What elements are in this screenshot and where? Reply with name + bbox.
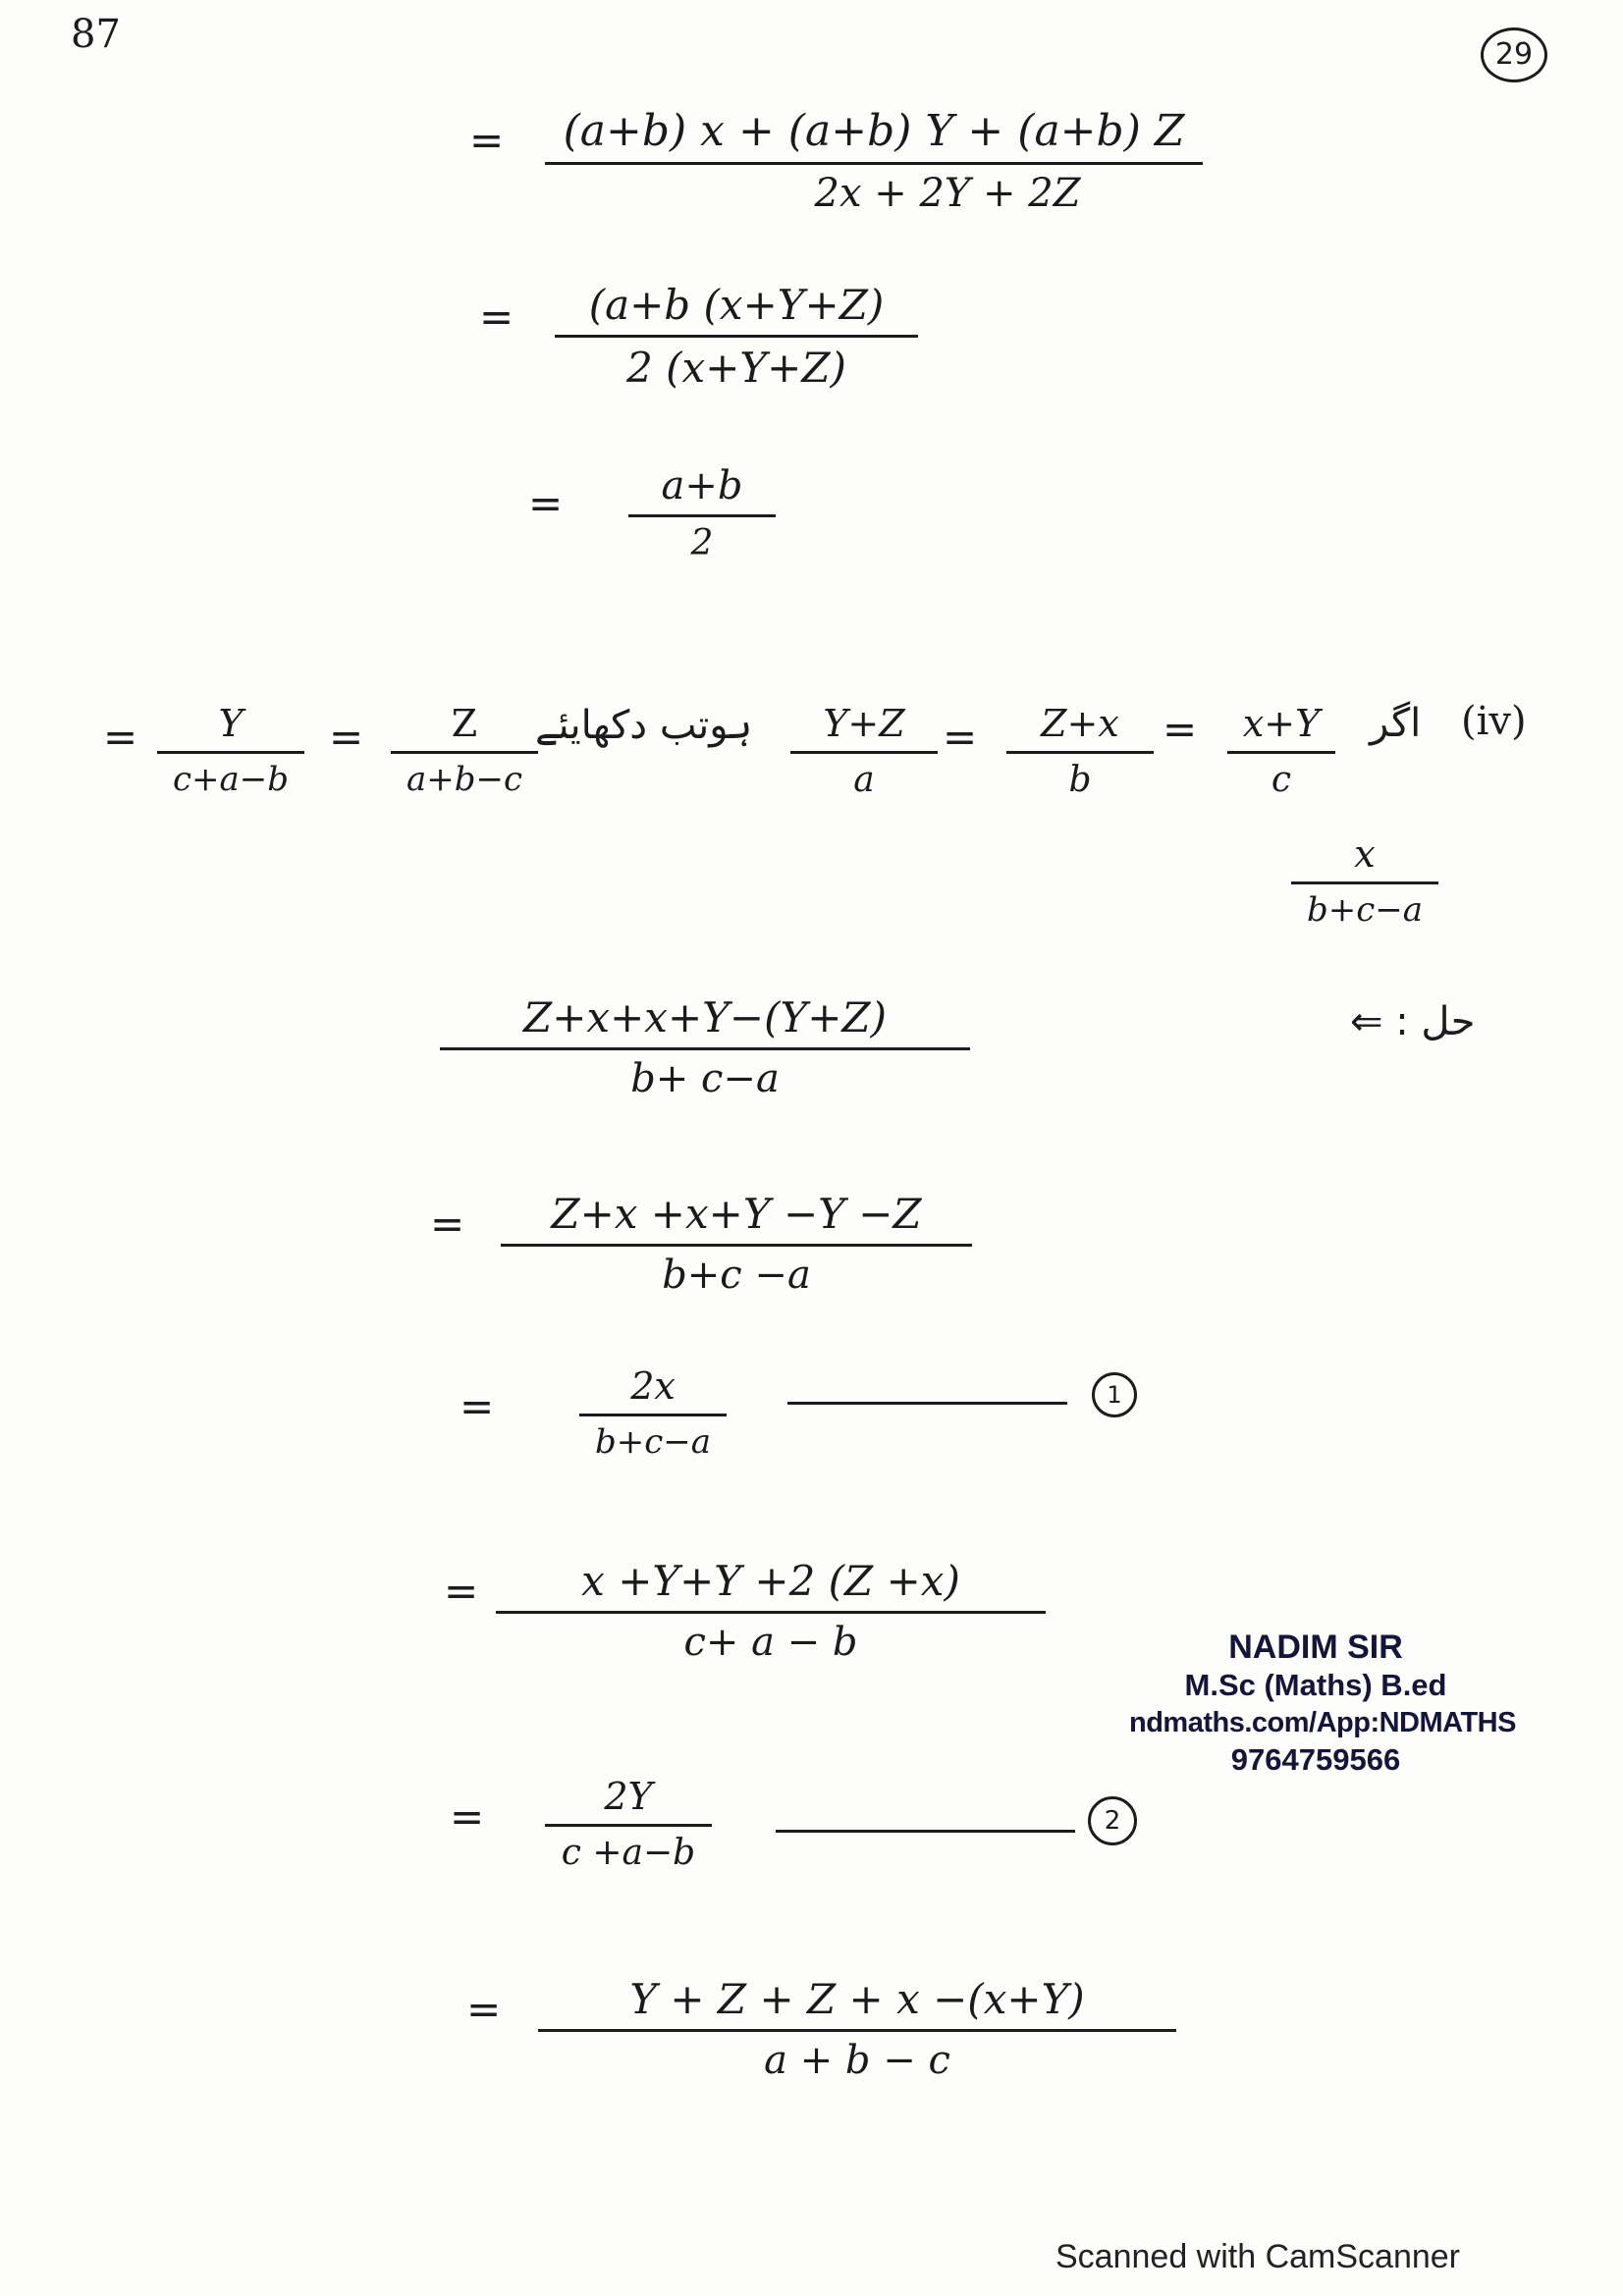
stamp-degree: M.Sc (Maths) B.ed	[1184, 1668, 1447, 1702]
solution-step5	[545, 1775, 712, 1873]
fraction-bar	[790, 751, 938, 754]
page-number-right-text: 29	[1494, 37, 1534, 72]
block1-fraction2-num: (a+b (x+Y+Z)	[588, 281, 885, 329]
block1-fraction2	[555, 281, 918, 392]
problem-f6-den: b+c−a	[1306, 890, 1424, 930]
stamp-website: ndmaths.com/App:NDMATHS	[1129, 1707, 1516, 1738]
fraction-bar	[496, 1611, 1046, 1614]
fraction-bar	[1227, 751, 1335, 754]
fraction-bar	[391, 751, 538, 754]
block1-fraction3	[628, 463, 776, 563]
fraction-bar	[440, 1047, 970, 1050]
block1-eq1: =	[469, 116, 505, 164]
fraction-bar	[538, 2029, 1176, 2032]
solution-step2	[501, 1190, 972, 1298]
fraction-bar	[157, 751, 304, 754]
author-stamp	[1129, 1628, 1516, 1779]
problem-f4-den: a+b−c	[406, 760, 523, 799]
block1-eq2: =	[479, 293, 514, 341]
problem-f1-num: x+Y	[1242, 702, 1321, 745]
problem-eq2: =	[943, 713, 978, 761]
fraction-bar	[555, 335, 918, 338]
solution-label-text: حل :	[1395, 999, 1476, 1044]
problem-f4-num: Z	[451, 702, 478, 745]
fraction-bar	[1006, 751, 1154, 754]
problem-eq4: =	[103, 713, 138, 761]
problem-f5-den: c+a−b	[172, 760, 290, 799]
problem-label: (iv)	[1461, 699, 1527, 744]
problem-f3-num: Y+Z	[823, 702, 905, 745]
problem-f5	[157, 702, 304, 799]
solution-label	[1350, 999, 1475, 1044]
solution-step5-tag	[1088, 1796, 1137, 1845]
solution-step1-num: Z+x+x+Y−(Y+Z)	[523, 993, 887, 1041]
problem-f2	[1006, 702, 1154, 800]
fraction-bar	[545, 1824, 712, 1827]
problem-eq1: =	[1163, 705, 1198, 753]
solution-step4-den: c+ a − b	[683, 1620, 858, 1665]
problem-f5-num: Y	[218, 702, 243, 745]
solution-step6-den: a + b − c	[764, 2038, 950, 2083]
solution-step1	[440, 993, 970, 1101]
problem-f1-den: c	[1271, 760, 1292, 800]
problem-prove-text: ہوتب دکھایئے	[535, 703, 753, 748]
problem-eq3: =	[329, 713, 364, 761]
fraction-bar	[628, 514, 776, 517]
problem-f4	[391, 702, 538, 799]
solution-step6-eq: =	[466, 1985, 502, 2033]
solution-step2-eq: =	[430, 1200, 465, 1248]
solution-step5-num: 2Y	[604, 1775, 653, 1818]
solution-step5-tag-text: 2	[1104, 1806, 1121, 1836]
arrow-icon: ⇐	[1350, 999, 1383, 1044]
solution-step3-tag-text: 1	[1107, 1381, 1122, 1409]
fraction-bar	[501, 1244, 972, 1247]
solution-step3-eq: =	[460, 1382, 495, 1430]
solution-step6	[538, 1975, 1176, 2083]
solution-step4	[496, 1557, 1046, 1665]
solution-step5-rule	[776, 1830, 1075, 1833]
page-number-right	[1481, 27, 1547, 82]
block1-fraction1-den: 2x + 2Y + 2Z	[814, 171, 1081, 216]
block1-fraction3-den: 2	[690, 523, 714, 563]
fraction-bar	[1291, 881, 1438, 884]
solution-step5-eq: =	[450, 1792, 485, 1841]
solution-step3-rule	[787, 1402, 1067, 1405]
block1-fraction1-num: (a+b) x + (a+b) Y + (a+b) Z	[563, 106, 1185, 156]
block1-fraction1	[545, 106, 1203, 216]
stamp-phone: 9764759566	[1230, 1742, 1401, 1777]
solution-step3-den: b+c−a	[594, 1422, 712, 1462]
solution-step1-den: b+ c−a	[630, 1056, 780, 1101]
solution-step3-num: 2x	[630, 1364, 676, 1408]
fraction-bar	[545, 162, 1203, 165]
problem-f3	[790, 702, 938, 800]
problem-f3-den: a	[853, 760, 875, 800]
block1-eq3: =	[528, 479, 564, 527]
solution-step3-tag	[1092, 1372, 1137, 1417]
block1-fraction2-den: 2 (x+Y+Z)	[626, 344, 846, 392]
fraction-bar	[579, 1414, 727, 1416]
solution-step6-num: Y + Z + Z + x −(x+Y)	[629, 1975, 1085, 2023]
solution-step2-num: Z+x +x+Y −Y −Z	[551, 1190, 922, 1238]
solution-step4-eq: =	[444, 1567, 479, 1615]
scanner-watermark: Scanned with CamScanner	[1055, 2238, 1461, 2275]
solution-step3	[579, 1364, 727, 1462]
solution-step5-den: c +a−b	[561, 1833, 696, 1873]
problem-f2-den: b	[1068, 760, 1092, 800]
solution-step2-den: b+c −a	[662, 1253, 811, 1298]
page-number-left: 87	[71, 12, 121, 57]
problem-f2-num: Z+x	[1041, 702, 1119, 745]
solution-step4-num: x +Y+Y +2 (Z +x)	[581, 1557, 960, 1605]
problem-f1	[1227, 702, 1335, 800]
block1-fraction3-num: a+b	[661, 463, 743, 508]
problem-if-word: اگر	[1370, 701, 1422, 746]
problem-f6	[1291, 832, 1438, 930]
stamp-name: NADIM SIR	[1228, 1629, 1403, 1666]
problem-f6-num: x	[1354, 832, 1376, 876]
